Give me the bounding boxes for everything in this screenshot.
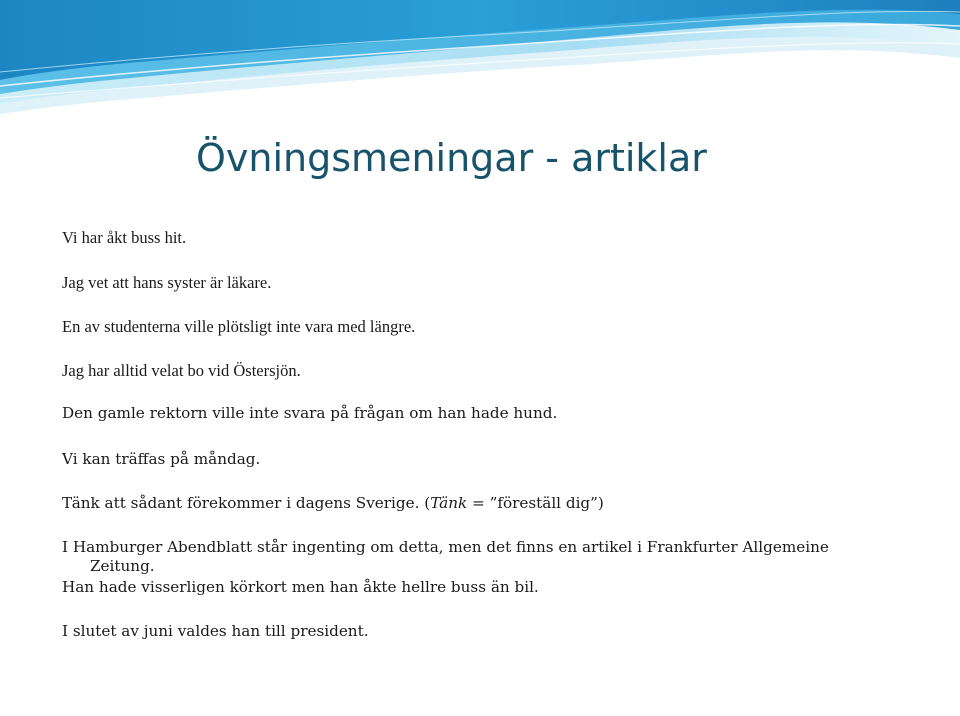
wave-banner-decoration — [0, 0, 960, 120]
sentence-8-line-2: Zeitung. — [90, 557, 155, 575]
sentence-7-paren-rest: = ”föreställ dig”) — [467, 494, 604, 512]
sentence-7-main: Tänk att sådant förekommer i dagens Sverige. — [62, 494, 420, 512]
sentence-6: Vi kan träffas på måndag. — [62, 450, 261, 468]
sentence-5: Den gamle rektorn ville inte svara på frågan om han hade hund. — [62, 404, 558, 422]
sentence-7-italic-word: Tänk — [430, 494, 468, 512]
sentence-2: Jag vet att hans syster är läkare. — [62, 273, 272, 292]
sentence-9: Han hade visserligen körkort men han åkte hellre buss än bil. — [62, 578, 539, 596]
sentence-8 — [62, 538, 829, 576]
sentence-1: Vi har åkt buss hit. — [62, 228, 187, 247]
sentence-10: I slutet av juni valdes han till president. — [62, 622, 369, 640]
sentence-8-line-1: I Hamburger Abendblatt står ingenting om detta, men det finns en artikel i Frankfurter Allgemeine — [62, 538, 829, 556]
sentence-7 — [62, 494, 604, 512]
sentence-4: Jag har alltid velat bo vid Östersjön. — [62, 361, 301, 380]
sentence-3: En av studenterna ville plötsligt inte vara med längre. — [62, 317, 416, 336]
slide-title: Övningsmeningar - artiklar — [196, 136, 707, 180]
sentence-7-paren-open: ( — [419, 494, 431, 512]
